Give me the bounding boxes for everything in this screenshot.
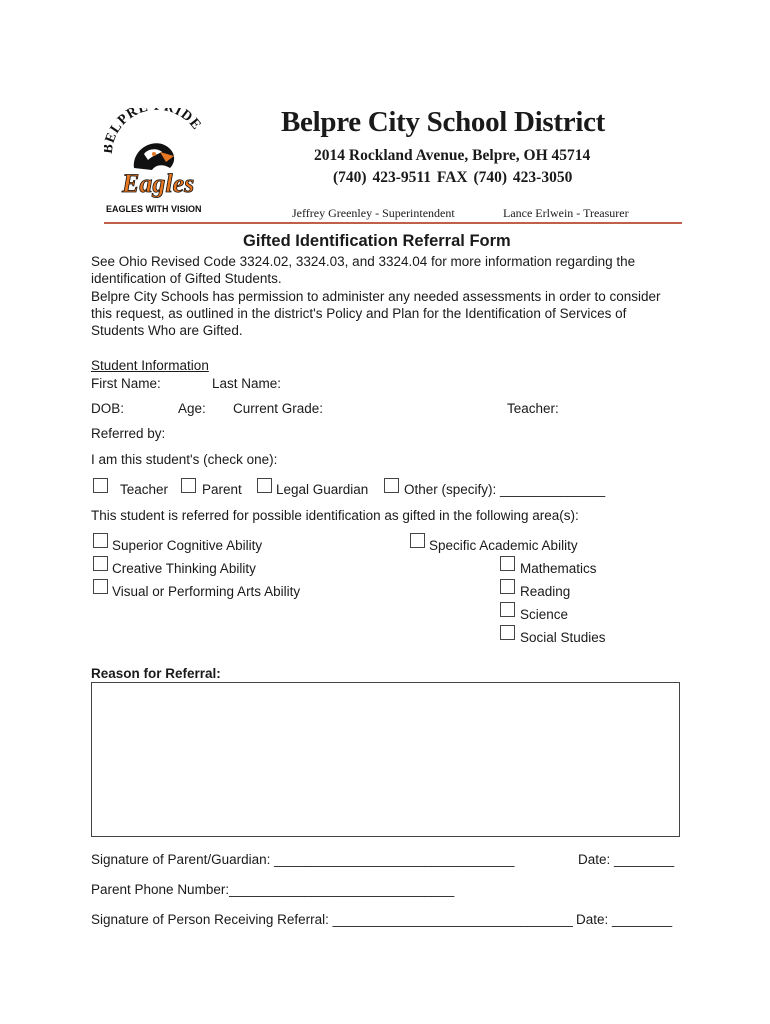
areas-prompt: This student is referred for possible identification as gifted in the following area(s): bbox=[91, 508, 579, 523]
intro-line-3: Belpre City Schools has permission to administer any needed assessments in order to consider bbox=[91, 289, 661, 304]
logo-arc-text: ELPRE RIDE bbox=[104, 108, 205, 146]
teacher-option-label: Teacher bbox=[120, 482, 169, 497]
creative-thinking-checkbox[interactable] bbox=[93, 556, 108, 571]
district-address: 2014 Rockland Avenue, Belpre, OH 45714 bbox=[314, 147, 591, 164]
intro-line-4: this request, as outlined in the district's Policy and Plan for the Identification of Services of bbox=[91, 306, 627, 321]
receiver-date-line[interactable]: Date: ________ bbox=[576, 912, 673, 927]
visual-arts-checkbox[interactable] bbox=[93, 579, 108, 594]
teacher-checkbox[interactable] bbox=[93, 478, 108, 493]
other-option-label[interactable]: Other (specify): ______________ bbox=[404, 482, 606, 497]
district-name: Belpre City School District bbox=[281, 106, 606, 138]
mathematics-checkbox[interactable] bbox=[500, 556, 515, 571]
first-name-label[interactable]: First Name: bbox=[91, 376, 161, 391]
other-checkbox[interactable] bbox=[384, 478, 399, 493]
receiver-signature-line[interactable]: Signature of Person Receiving Referral: ________________________________ bbox=[91, 912, 573, 927]
reading-label: Reading bbox=[520, 584, 571, 599]
social-studies-label: Social Studies bbox=[520, 630, 606, 645]
relation-prompt: I am this student's (check one): bbox=[91, 452, 278, 467]
legal-guardian-checkbox[interactable] bbox=[257, 478, 272, 493]
age-label[interactable]: Age: bbox=[178, 401, 206, 416]
last-name-label[interactable]: Last Name: bbox=[212, 376, 282, 391]
eagle-logo-icon bbox=[104, 108, 208, 216]
treasurer-name: Lance Erlwein - Treasurer bbox=[503, 206, 629, 220]
reason-textarea[interactable] bbox=[91, 682, 680, 837]
parent-date-line[interactable]: Date: ________ bbox=[578, 852, 675, 867]
district-logo bbox=[104, 108, 208, 216]
grade-label[interactable]: Current Grade: bbox=[233, 401, 324, 416]
intro-line-5: Students Who are Gifted. bbox=[91, 323, 243, 338]
parent-option-label: Parent bbox=[202, 482, 242, 497]
parent-signature-line[interactable]: Signature of Parent/Guardian: ________________________________ bbox=[91, 852, 515, 867]
logo-tagline: EAGLES WITH VISION bbox=[106, 204, 202, 214]
reason-label: Reason for Referral: bbox=[91, 666, 221, 681]
intro-line-1: See Ohio Revised Code 3324.02, 3324.03, and 3324.04 for more information regarding the bbox=[91, 254, 636, 269]
header-divider bbox=[104, 222, 682, 224]
visual-arts-label: Visual or Performing Arts Ability bbox=[112, 584, 301, 599]
district-phone-fax: (740) 423-9511 FAX (740) 423-3050 bbox=[333, 169, 573, 186]
legal-guardian-option-label: Legal Guardian bbox=[276, 482, 369, 497]
science-label: Science bbox=[520, 607, 569, 622]
superior-cognitive-checkbox[interactable] bbox=[93, 533, 108, 548]
student-info-heading: Student Information bbox=[91, 358, 209, 373]
mathematics-label: Mathematics bbox=[520, 561, 597, 576]
form-title: Gifted Identification Referral Form bbox=[243, 232, 511, 250]
superior-cognitive-label: Superior Cognitive Ability bbox=[112, 538, 263, 553]
intro-line-2: identification of Gifted Students. bbox=[91, 271, 282, 286]
specific-academic-label: Specific Academic Ability bbox=[429, 538, 578, 553]
referred-by-label[interactable]: Referred by: bbox=[91, 426, 166, 441]
parent-phone-line[interactable]: Parent Phone Number:______________________________ bbox=[91, 882, 455, 897]
reading-checkbox[interactable] bbox=[500, 579, 515, 594]
teacher-label[interactable]: Teacher: bbox=[507, 401, 559, 416]
dob-label[interactable]: DOB: bbox=[91, 401, 125, 416]
creative-thinking-label: Creative Thinking Ability bbox=[112, 561, 256, 576]
logo-script-text: Eagles bbox=[122, 169, 195, 198]
parent-checkbox[interactable] bbox=[181, 478, 196, 493]
superintendent-name: Jeffrey Greenley - Superintendent bbox=[292, 206, 455, 220]
social-studies-checkbox[interactable] bbox=[500, 625, 515, 640]
science-checkbox[interactable] bbox=[500, 602, 515, 617]
specific-academic-checkbox[interactable] bbox=[410, 533, 425, 548]
